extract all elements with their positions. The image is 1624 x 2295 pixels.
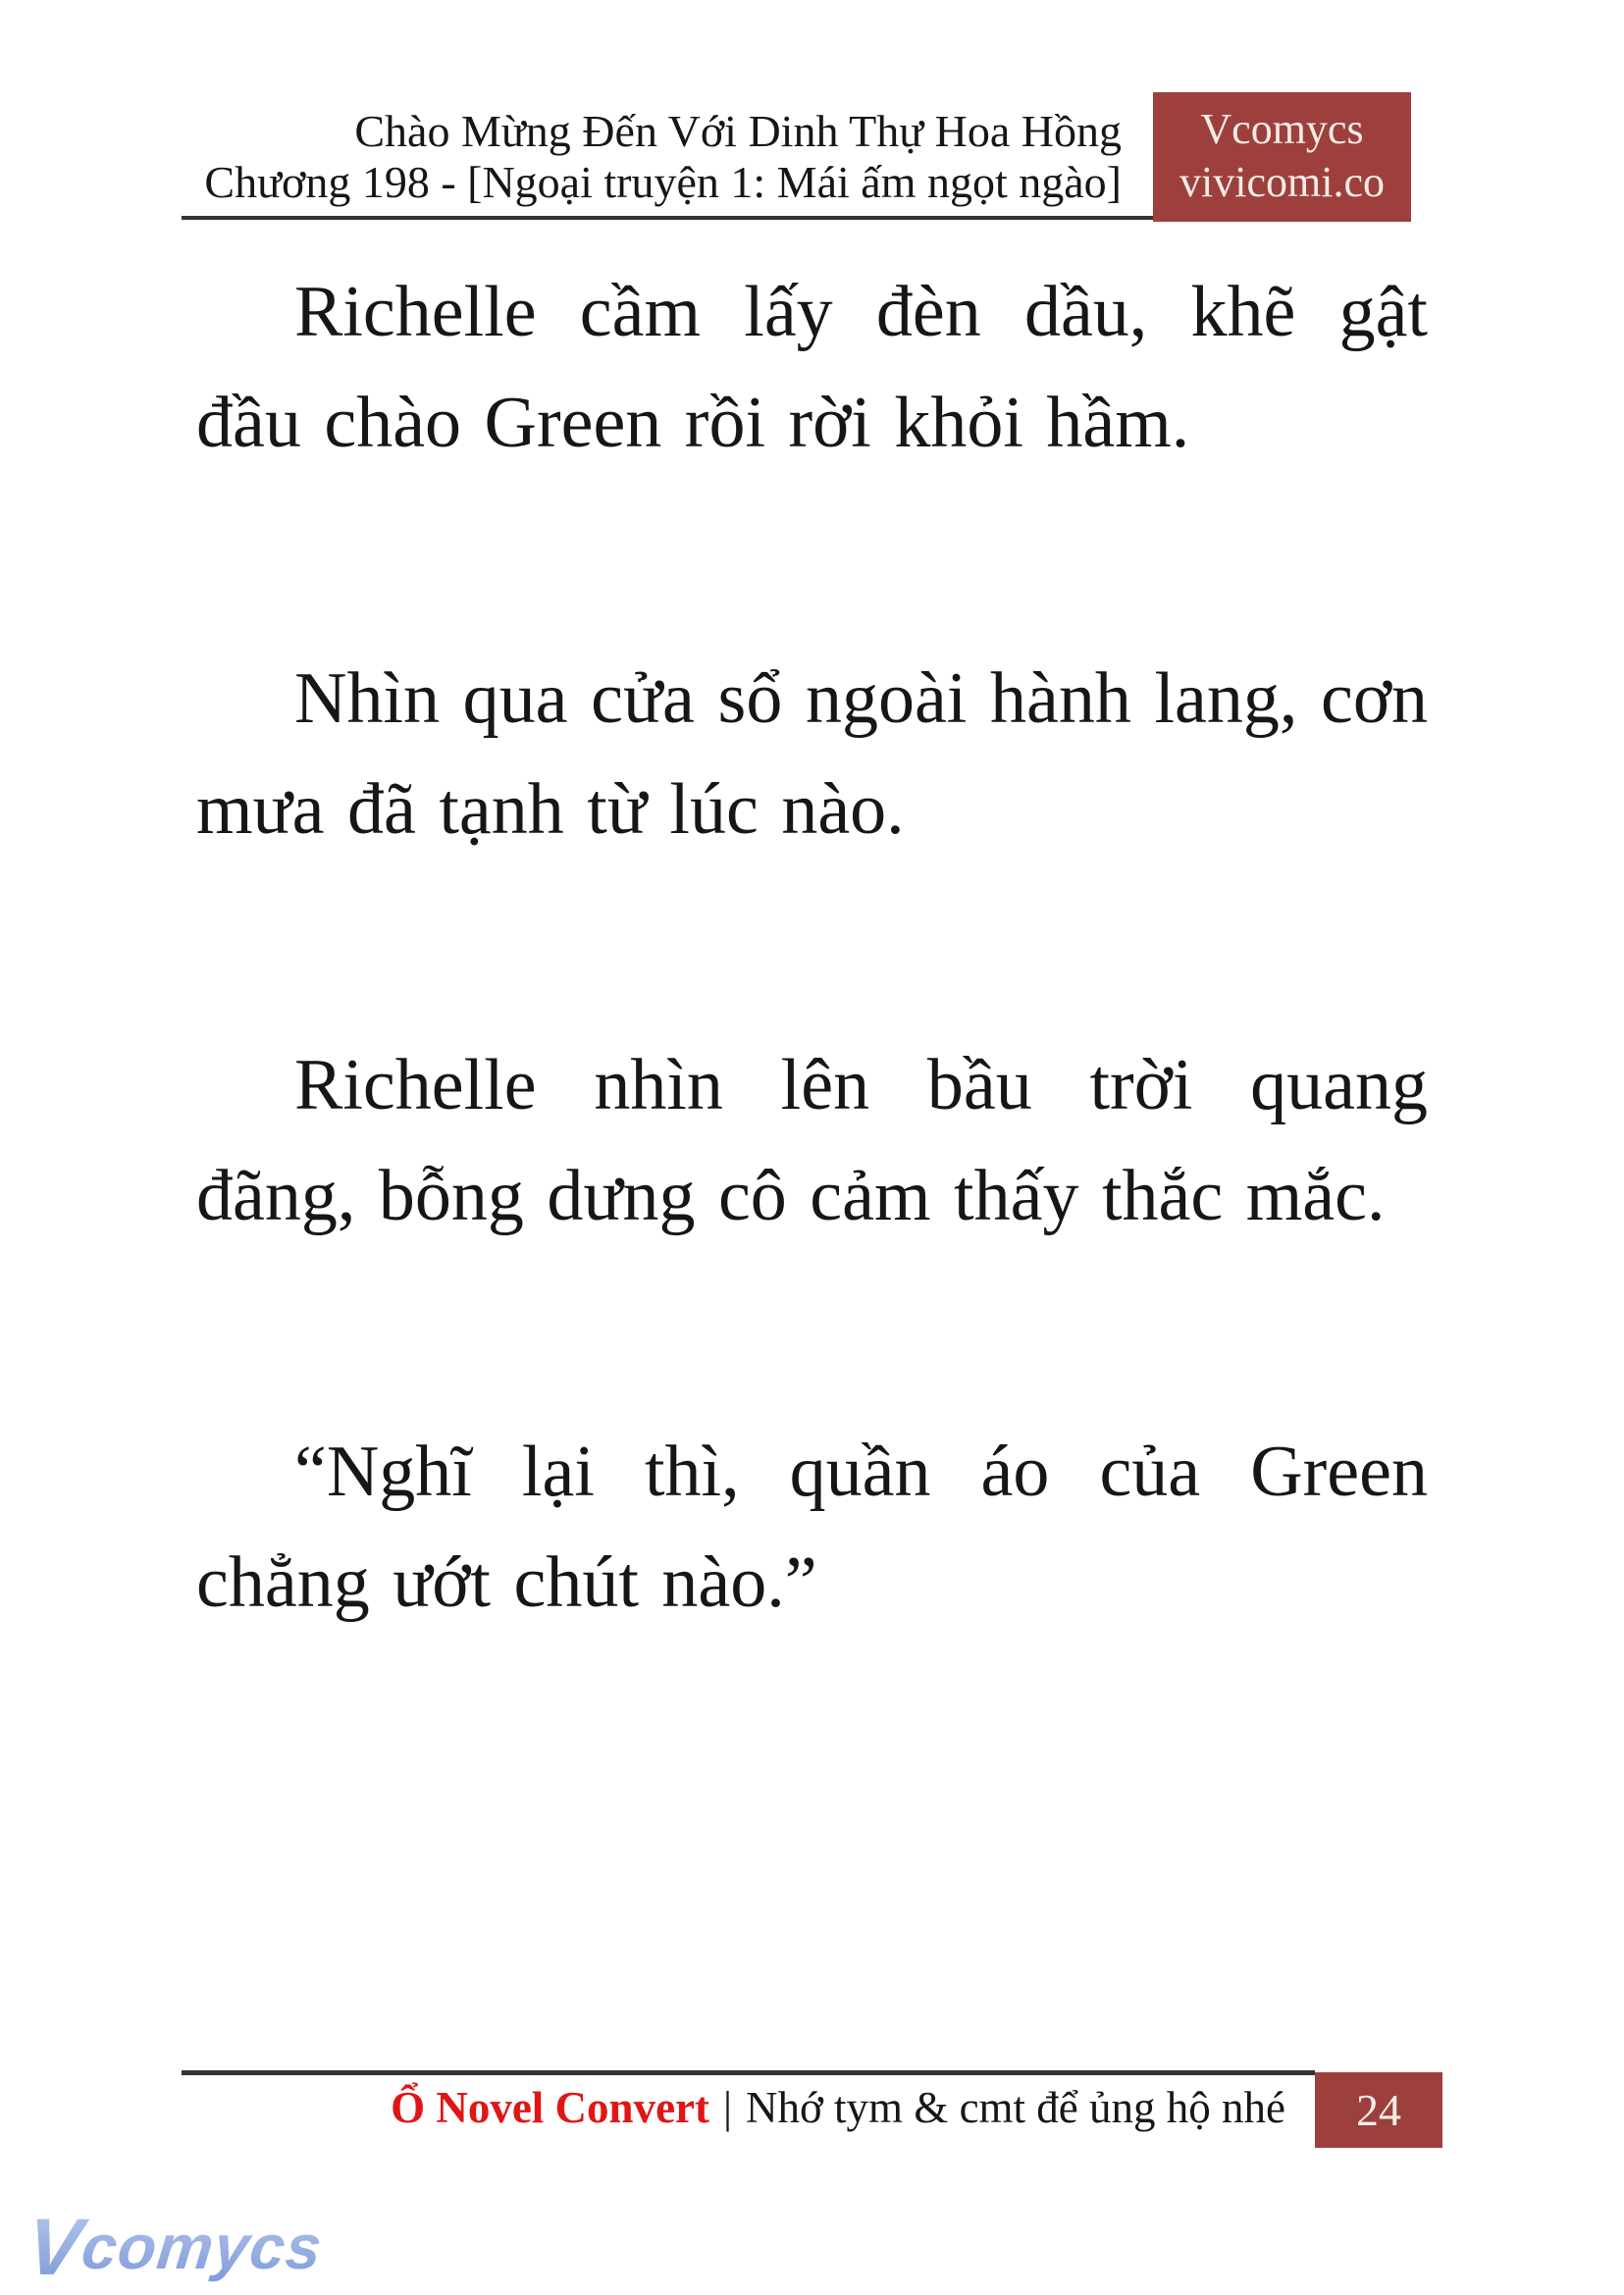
series-title: Chào Mừng Đến Với Dinh Thự Hoa Hồng (354, 106, 1122, 156)
footer-separator: | (723, 2083, 733, 2132)
translator-badge-site: vivicomi.co (1179, 158, 1385, 206)
paragraph-4: “Nghĩ lại thì, quần áo của Green chẳng ướt chút nào.” (196, 1432, 1428, 1623)
vcomycs-watermark-logo (23, 2202, 327, 2294)
translator-badge (1153, 92, 1411, 222)
footer-message: Nhớ tym & cmt để ủng hộ nhé (746, 2083, 1285, 2132)
footer-credit (391, 2080, 1285, 2135)
footer-brand: Ổ Novel Convert (391, 2083, 709, 2132)
page-number: 24 (1356, 2085, 1401, 2135)
translator-badge-name: Vcomycs (1200, 105, 1364, 153)
watermark-rest: comycs (79, 2212, 326, 2282)
header-title-block (204, 106, 1122, 208)
page-number-badge (1315, 2072, 1442, 2148)
page-body (196, 257, 1428, 1803)
paragraph-1: Richelle cầm lấy đèn dầu, khẽ gật đầu chào Green rồi rời khỏi hầm. (196, 272, 1428, 463)
paragraph-2: Nhìn qua cửa sổ ngoài hành lang, cơn mưa đã tạnh từ lúc nào. (196, 658, 1428, 850)
footer-divider (182, 2070, 1315, 2075)
chapter-title: Chương 198 - [Ngoại truyện 1: Mái ấm ngọt ngào] (204, 157, 1122, 207)
paragraph-3: Richelle nhìn lên bầu trời quang đãng, bỗng dưng cô cảm thấy thắc mắc. (196, 1045, 1428, 1236)
watermark-initial: V (23, 2203, 87, 2292)
